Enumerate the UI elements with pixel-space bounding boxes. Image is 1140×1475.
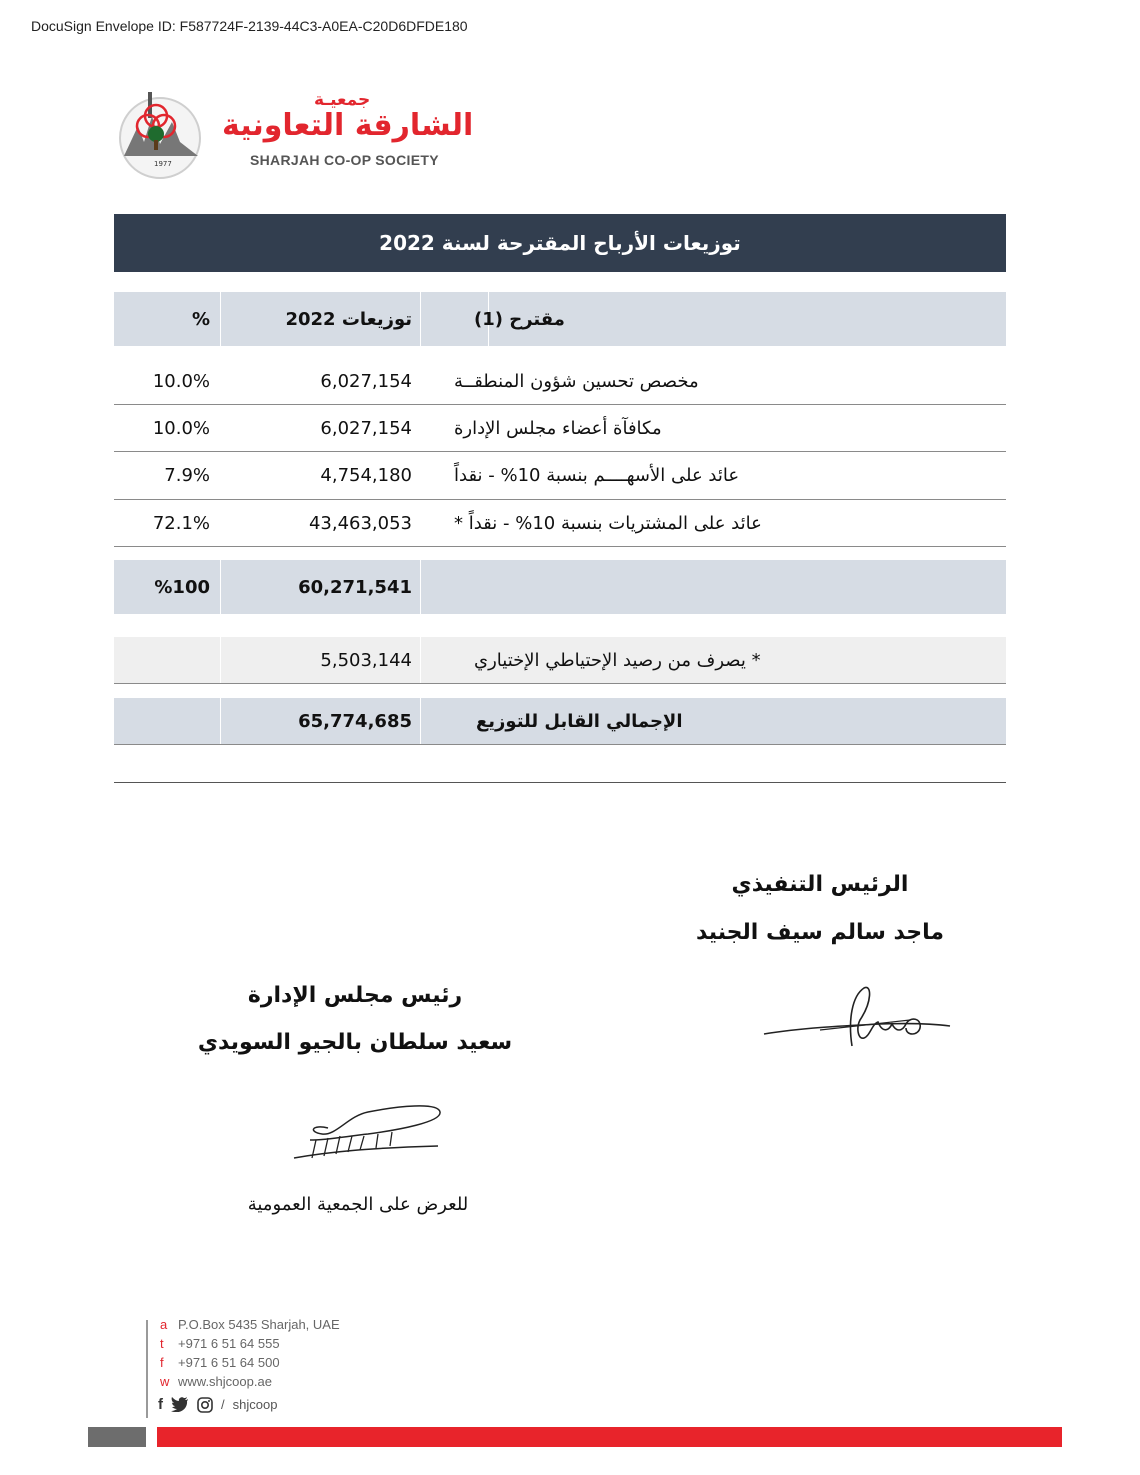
table-row	[114, 358, 1006, 405]
row-pct: 10.0%	[152, 370, 210, 392]
footer-fax: f +971 6 51 64 500	[160, 1355, 280, 1370]
row-pct: 7.9%	[164, 465, 210, 486]
footer-grey-stripe	[88, 1427, 146, 1447]
footer-phone: t +971 6 51 64 555	[160, 1336, 280, 1351]
total-pct: %100	[154, 576, 210, 598]
footer-address: a P.O.Box 5435 Sharjah, UAE	[160, 1317, 340, 1332]
facebook-icon[interactable]: f	[158, 1396, 163, 1413]
ceo-title: الرئيس التنفيذي	[731, 872, 909, 897]
document-title: توزيعات الأرباح المقترحة لسنة 2022	[114, 214, 1006, 272]
row-value: 43,463,053	[308, 512, 412, 534]
logo-english-text: SHARJAH CO-OP SOCIETY	[250, 152, 439, 168]
row-label: مكافآة أعضاء مجلس الإدارة	[454, 417, 662, 439]
table-total-row	[114, 560, 1006, 614]
instagram-icon[interactable]	[197, 1397, 213, 1413]
row-pct: 72.1%	[152, 512, 210, 534]
general-assembly-note: للعرض على الجمعية العمومية	[247, 1194, 469, 1215]
ceo-name: ماجد سالم سيف الجنيد	[696, 920, 944, 945]
grand-total-value: 65,774,685	[298, 710, 412, 732]
logo-top-text: جمعيـة	[314, 90, 371, 110]
chair-name: سعيد سلطان بالجيو السويدي	[197, 1030, 513, 1055]
grand-total-label: الإجمالي القابل للتوزيع	[476, 710, 683, 732]
table-row	[114, 452, 1006, 500]
total-value: 60,271,541	[298, 576, 412, 598]
chair-signature	[288, 1100, 448, 1164]
grand-total-row	[114, 698, 1006, 745]
row-label: عائد على الأسهــــم بنسبة 10% - نقداً	[454, 465, 740, 486]
table-end-divider	[114, 782, 1006, 783]
chair-title: رئيس مجلس الإدارة	[247, 983, 463, 1008]
docusign-envelope-id: DocuSign Envelope ID: F587724F-2139-44C3-A0EA-C20D6DFDE180	[31, 18, 468, 34]
coop-emblem-icon	[118, 86, 208, 182]
footer-red-stripe	[157, 1427, 1062, 1447]
footer-divider	[146, 1320, 148, 1418]
ceo-signature	[760, 980, 960, 1055]
svg-text:1977: 1977	[154, 160, 172, 168]
reserve-value: 5,503,144	[320, 649, 412, 671]
row-label: مخصص تحسين شؤون المنطقــة	[454, 370, 699, 392]
row-value: 6,027,154	[320, 370, 412, 392]
table-row	[114, 500, 1006, 547]
twitter-icon[interactable]	[171, 1397, 189, 1412]
logo-main-text: الشارقة التعاونية	[222, 108, 474, 143]
row-value: 6,027,154	[320, 417, 412, 439]
header-pct: %	[191, 308, 210, 330]
footer-website[interactable]: w www.shjcoop.ae	[160, 1374, 272, 1389]
row-label: عائد على المشتريات بنسبة 10% - نقداً *	[454, 512, 762, 534]
footer-social	[158, 1396, 277, 1413]
row-pct: 10.0%	[152, 417, 210, 439]
header-value: توزيعات 2022	[285, 308, 412, 330]
table-header-row	[114, 292, 1006, 346]
social-handle: shjcoop	[232, 1397, 278, 1412]
company-logo	[118, 86, 498, 186]
reserve-note-row	[114, 637, 1006, 684]
social-separator: /	[221, 1397, 225, 1412]
reserve-label: * يصرف من رصيد الإحتياطي الإختياري	[474, 649, 761, 671]
header-label: مقترح (1)	[474, 308, 565, 330]
row-value: 4,754,180	[320, 465, 412, 486]
table-row	[114, 405, 1006, 452]
